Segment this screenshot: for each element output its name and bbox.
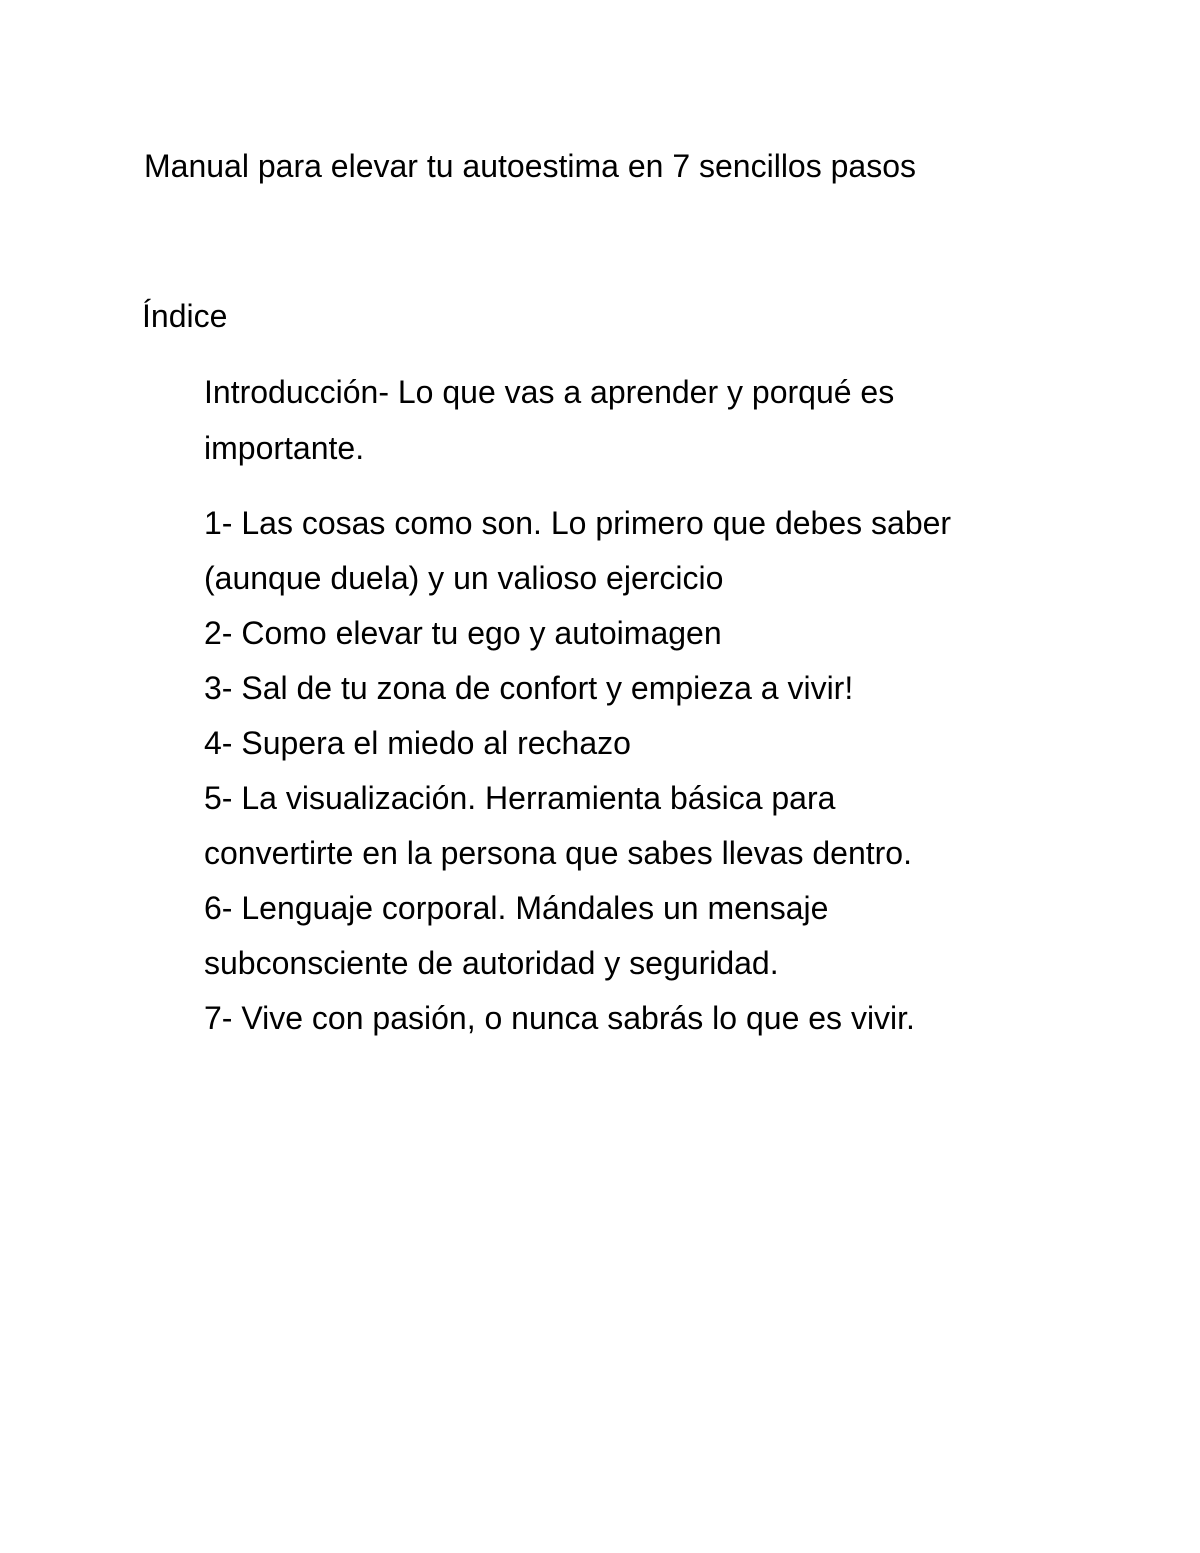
toc-item-line: 5- La visualización. Herramienta básica para — [204, 780, 836, 816]
toc-item-7 — [204, 991, 1084, 1046]
toc-item-4 — [204, 716, 1084, 771]
toc-item-2 — [204, 606, 1084, 661]
toc-item-line: 3- Sal de tu zona de confort y empieza a vivir! — [204, 670, 854, 706]
toc-item-6 — [204, 881, 1084, 991]
toc-heading: Índice — [142, 298, 228, 334]
document-title: Manual para elevar tu autoestima en 7 sencillos pasos — [144, 148, 916, 184]
toc-item-line: 7- Vive con pasión, o nunca sabrás lo que es vivir. — [204, 1000, 915, 1036]
toc-item-continuation: subconsciente de autoridad y seguridad. — [204, 945, 779, 981]
toc-item-1 — [204, 496, 1084, 606]
toc-item-line: 6- Lenguaje corporal. Mándales un mensaje — [204, 890, 829, 926]
toc-item-5 — [204, 771, 1084, 881]
toc-item-continuation: convertirte en la persona que sabes llevas dentro. — [204, 835, 912, 871]
toc-item-line: 2- Como elevar tu ego y autoimagen — [204, 615, 722, 651]
toc-list — [204, 496, 1084, 1046]
toc-intro: Introducción- Lo que vas a aprender y porqué es importante. — [204, 374, 895, 466]
toc-item-line: 4- Supera el miedo al rechazo — [204, 725, 631, 761]
toc-item-continuation: (aunque duela) y un valioso ejercicio — [204, 560, 724, 596]
toc-item-line: 1- Las cosas como son. Lo primero que debes saber — [204, 505, 952, 541]
toc-item-3 — [204, 661, 1084, 716]
